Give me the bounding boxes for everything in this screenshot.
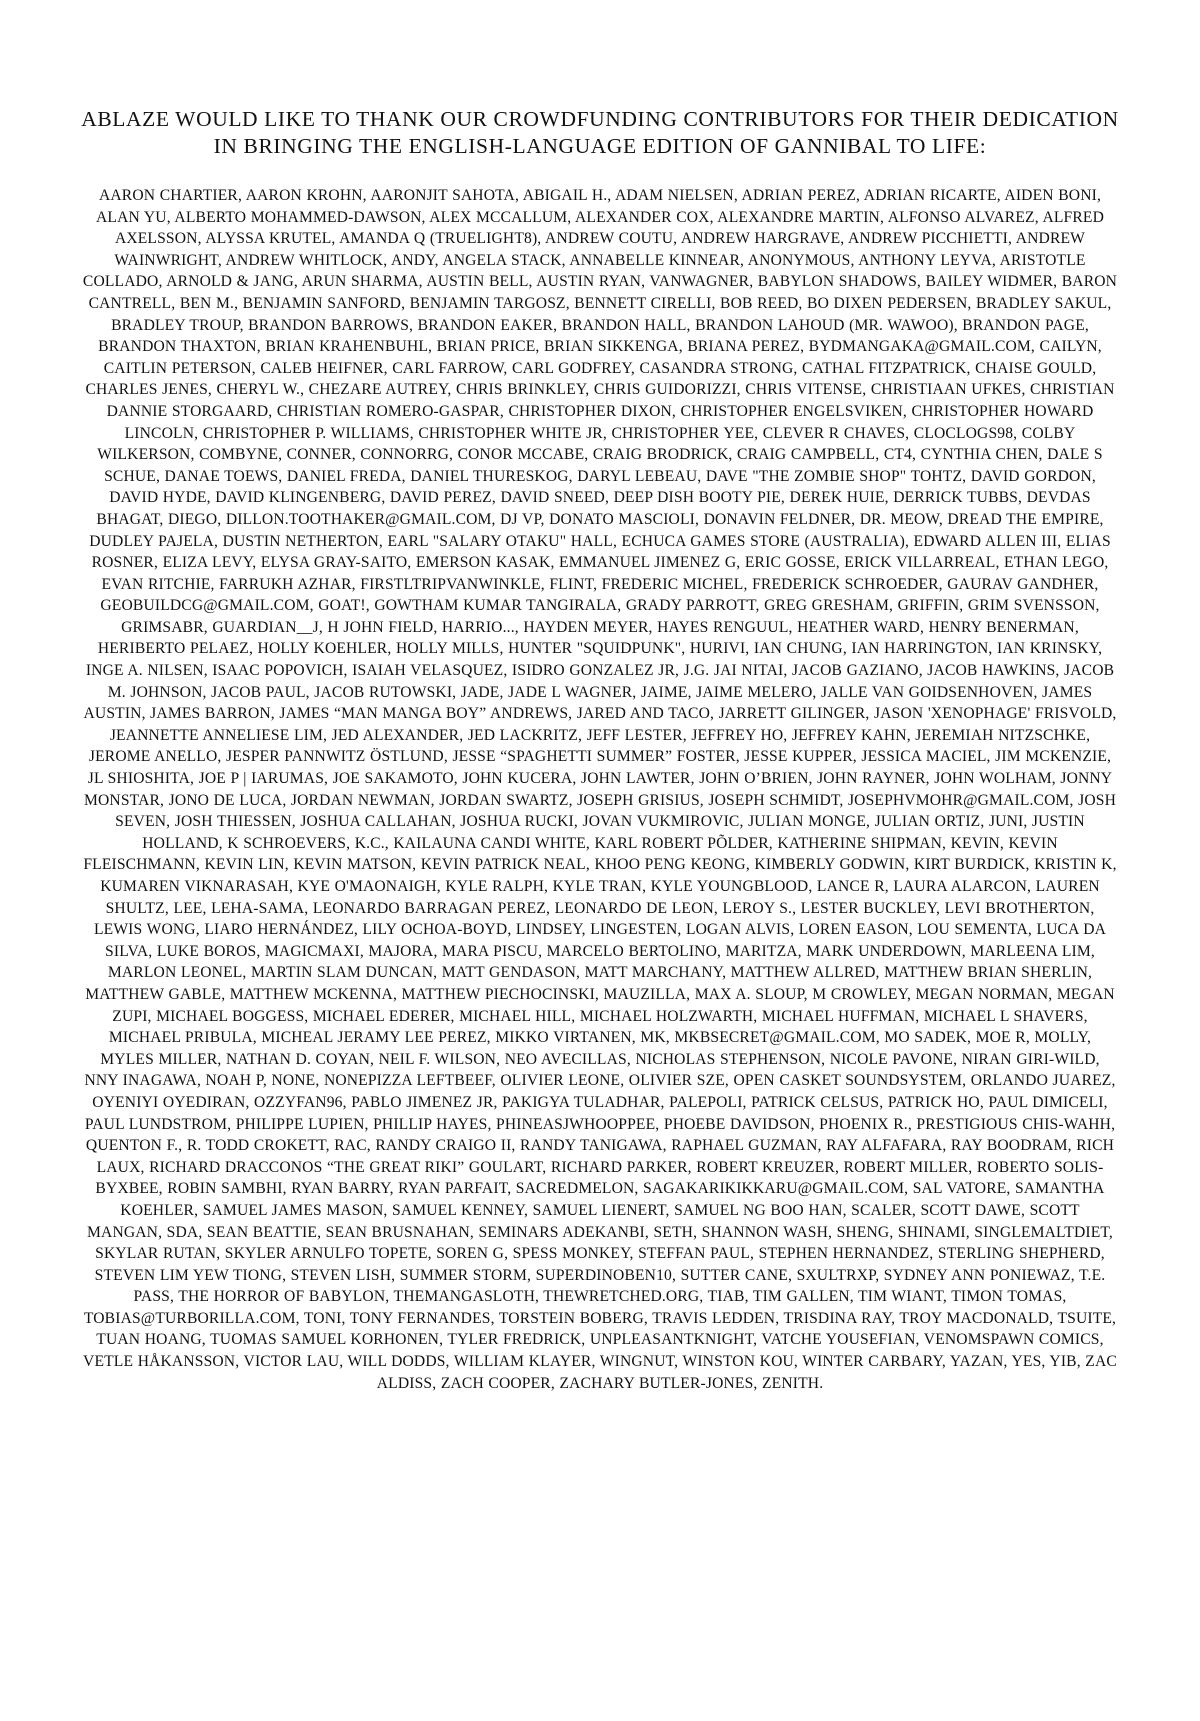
contributors-list: AARON CHARTIER, AARON KROHN, AARONJIT SAHOTA, ABIGAIL H., ADAM NIELSEN, ADRIAN PEREZ, ADRIAN RICARTE, AIDEN BONI, ALAN YU, ALBERTO MOHAMMED-DAWSON, ALEX MCCALLUM, ALEXANDER COX, ALEXANDRE MARTIN, ALFONSO ALVAREZ, ALFRED AXELSSON, ALYSSA KRUTEL, AMANDA Q (TRUELIGHT8), ANDREW COUTU, ANDREW HARGRAVE, ANDREW PICCHIETTI, ANDREW WAINWRIGHT, ANDREW WHITLOCK, ANDY, ANGELA STACK, ANNABELLE KINNEAR, ANONYMOUS, ANTHONY LEYVA, ARISTOTLE COLLADO, ARNOLD & JANG, ARUN SHARMA, AUSTIN BELL, AUSTIN RYAN, VANWAGNER, BABYLON SHADOWS, BAILEY WIDMER, BARON CANTRELL, BEN M., BENJAMIN SANFORD, BENJAMIN TARGOSZ, BENNETT CIRELLI, BOB REED, BO DIXEN PEDERSEN, BRADLEY SAKUL, BRADLEY TROUP, BRANDON BARROWS, BRANDON EAKER, BRANDON HALL, BRANDON LAHOUD (MR. WAWOO), BRANDON PAGE, BRANDON THAXTON, BRIAN KRAHENBUHL, BRIAN PRICE, BRIAN SIKKENGA, BRIANA PEREZ, BYDMANGAKA@GMAIL.COM, CAILYN, CAITLIN PETERSON, CALEB HEIFNER, CARL FARROW, CARL GODFREY, CASANDRA STRONG, CATHAL FITZPATRICK, CHAISE GOULD, CHARLES JENES, CHERYL W., CHEZARE AUTREY, CHRIS BRINKLEY, CHRIS GUIDORIZZI, CHRIS VITENSE, CHRISTIAAN UFKES, CHRISTIAN DANNIE STORGAARD, CHRISTIAN ROMERO-GASPAR, CHRISTOPHER DIXON, CHRISTOPHER ENGELSVIKEN, CHRISTOPHER HOWARD LINCOLN, CHRISTOPHER P. WILLIAMS, CHRISTOPHER WHITE JR, CHRISTOPHER YEE, CLEVER R CHAVES, CLOCLOGS98, COLBY WILKERSON, COMBYNE, CONNER, CONNORRG, CONOR MCCABE, CRAIG BRODRICK, CRAIG CAMPBELL, CT4, CYNTHIA CHEN, DALE S SCHUE, DANAE TOEWS, DANIEL FREDA, DANIEL THURESKOG, DARYL LEBEAU, DAVE "THE ZOMBIE SHOP" TOHTZ, DAVID GORDON, DAVID HYDE, DAVID KLINGENBERG, DAVID PEREZ, DAVID SNEED, DEEP DISH BOOTY PIE, DEREK HUIE, DERRICK TUBBS, DEVDAS BHAGAT, DIEGO, DILLON.TOOTHAKER@GMAIL.COM, DJ VP, DONATO MASCIOLI, DONAVIN FELDNER, DR. MEOW, DREAD THE EMPIRE, DUDLEY PAJELA, DUSTIN NETHERTON, EARL "SALARY OTAKU" HALL, ECHUCA GAMES STORE (AUSTRALIA), EDWARD ALLEN III, ELIAS ROSNER, ELIZA LEVY, ELYSA GRAY-SAITO, EMERSON KASAK, EMMANUEL JIMENEZ G, ERIC GOSSE, ERICK VILLARREAL, ETHAN LEGO, EVAN RITCHIE, FARRUKH AZHAR, FIRSTLTRIPVANWINKLE, FLINT, FREDERIC MICHEL, FREDERICK SCHROEDER, GAURAV GANDHER, GEOBUILDCG@GMAIL.COM, GOAT!, GOWTHAM KUMAR TANGIRALA, GRADY PARROTT, GREG GRESHAM, GRIFFIN, GRIM SVENSSON, GRIMSABR, GUARDIAN__J, H JOHN FIELD, HARRIO..., HAYDEN MEYER, HAYES RENGUUL, HEATHER WARD, HENRY BENERMAN, HERIBERTO PELAEZ, HOLLY KOEHLER, HOLLY MILLS, HUNTER "SQUIDPUNK", HURIVI, IAN CHUNG, IAN HARRINGTON, IAN KRINSKY, INGE A. NILSEN, ISAAC POPOVICH, ISAIAH VELASQUEZ, ISIDRO GONZALEZ JR, J.G. JAI NITAI, JACOB GAZIANO, JACOB HAWKINS, JACOB M. JOHNSON, JACOB PAUL, JACOB RUTOWSKI, JADE, JADE L WAGNER, JAIME, JAIME MELERO, JALLE VAN GOIDSENHOVEN, JAMES AUSTIN, JAMES BARRON, JAMES “MAN MANGA BOY” ANDREWS, JARED AND TACO, JARRETT GILINGER, JASON 'XENOPHAGE' FRISVOLD, JEANNETTE ANNELIESE LIM, JED ALEXANDER, JED LACKRITZ, JEFF LESTER, JEFFREY HO, JEFFREY KAHN, JEREMIAH NITZSCHKE, JEROME ANELLO, JESPER PANNWITZ ÖSTLUND, JESSE “SPAGHETTI SUMMER” FOSTER, JESSE KUPPER, JESSICA MACIEL, JIM MCKENZIE, JL SHIOSHITA, JOE P | IARUMAS, JOE SAKAMOTO, JOHN KUCERA, JOHN LAWTER, JOHN O’BRIEN, JOHN RAYNER, JOHN WOLHAM, JONNY MONSTAR, JONO DE LUCA, JORDAN NEWMAN, JORDAN SWARTZ, JOSEPH GRISIUS, JOSEPH SCHMIDT, JOSEPHVMOHR@GMAIL.COM, JOSH SEVEN, JOSH THIESSEN, JOSHUA CALLAHAN, JOSHUA RUCKI, JOVAN VUKMIROVIC, JULIAN MONGE, JULIAN ORTIZ, JUNI, JUSTIN HOLLAND, K SCHROEVERS, K.C., KAILAUNA CANDI WHITE, KARL ROBERT PÕLDER, KATHERINE SHIPMAN, KEVIN, KEVIN FLEISCHMANN, KEVIN LIN, KEVIN MATSON, KEVIN PATRICK NEAL, KHOO PENG KEONG, KIMBERLY GODWIN, KIRT BURDICK, KRISTIN K, KUMAREN VIKNARASAH, KYE O'MAONAIGH, KYLE RALPH, KYLE TRAN, KYLE YOUNGBLOOD, LANCE R, LAURA ALARCON, LAUREN SHULTZ, LEE, LEHA-SAMA, LEONARDO BARRAGAN PEREZ, LEONARDO DE LEON, LEROY S., LESTER BUCKLEY, LEVI BROTHERTON, LEWIS WONG, LIARO HERNÁNDEZ, LILY OCHOA-BOYD, LINDSEY, LINGESTEN, LOGAN ALVIS, LOREN EASON, LOU SEMENTA, LUCA DA SILVA, LUKE BOROS, MAGICMAXI, MAJORA, MARA PISCU, MARCELO BERTOLINO, MARITZA, MARK UNDERDOWN, MARLEENA LIM, MARLON LEONEL, MARTIN SLAM DUNCAN, MATT GENDASON, MATT MARCHANY, MATTHEW ALLRED, MATTHEW BRIAN SHERLIN, MATTHEW GABLE, MATTHEW MCKENNA, MATTHEW PIECHOCINSKI, MAUZILLA, MAX A. SLOUP, M CROWLEY, MEGAN NORMAN, MEGAN ZUPI, MICHAEL BOGGESS, MICHAEL EDERER, MICHAEL HILL, MICHAEL HOLZWARTH, MICHAEL HUFFMAN, MICHAEL L SHAVERS, MICHAEL PRIBULA, MICHEAL JERAMY LEE PEREZ, MIKKO VIRTANEN, MK, MKBSECRET@GMAIL.COM, MO SADEK, MOE R, MOLLY, MYLES MILLER, NATHAN D. COYAN, NEIL F. WILSON, NEO AVECILLAS, NICHOLAS STEPHENSON, NICOLE PAVONE, NIRAN GIRI-WILD, NNY INAGAWA, NOAH P, NONE, NONEPIZZA LEFTBEEF, OLIVIER LEONE, OLIVIER SZE, OPEN CASKET SOUNDSYSTEM, ORLANDO JUAREZ, OYENIYI OYEDIRAN, OZZYFAN96, PABLO JIMENEZ JR, PAKIGYA TULADHAR, PALEPOLI, PATRICK CELSUS, PATRICK HO, PAUL DIMICELI, PAUL LUNDSTROM, PHILIPPE LUPIEN, PHILLIP HAYES, PHINEASJWHOOPPEE, PHOEBE DAVIDSON, PHOENIX R., PRESTIGIOUS CHIS-WAHH, QUENTON F., R. TODD CROKETT, RAC, RANDY CRAIGO II, RANDY TANIGAWA, RAPHAEL GUZMAN, RAY ALFAFARA, RAY BOODRAM, RICH LAUX, RICHARD DRACCONOS “THE GREAT RIKI” GOULART, RICHARD PARKER, ROBERT KREUZER, ROBERT MILLER, ROBERTO SOLIS-BYXBEE, ROBIN SAMBHI, RYAN BARRY, RYAN PARFAIT, SACREDMELON, SAGAKARIKIKKARU@GMAIL.COM, SAL VATORE, SAMANTHA KOEHLER, SAMUEL JAMES MASON, SAMUEL KENNEY, SAMUEL LIENERT, SAMUEL NG BOO HAN, SCALER, SCOTT DAWE, SCOTT MANGAN, SDA, SEAN BEATTIE, SEAN BRUSNAHAN, SEMINARS ADEKANBI, SETH, SHANNON WASH, SHENG, SHINAMI, SINGLEMALTDIET, SKYLAR RUTAN, SKYLER ARNULFO TOPETE, SOREN G, SPESS MONKEY, STEFFAN PAUL, STEPHEN HERNANDEZ, STERLING SHEPHERD, STEVEN LIM YEW TIONG, STEVEN LISH, SUMMER STORM, SUPERDINOBEN10, SUTTER CANE, SXULTRXP, SYDNEY ANN PONIEWAZ, T.E. PASS, THE HORROR OF BABYLON, THEMANGASLOTH, THEWRETCHED.ORG, TIAB, TIM GALLEN, TIM WIANT, TIMON TOMAS, TOBIAS@TURBORILLA.COM, TONI, TONY FERNANDES, TORSTEIN BOBERG, TRAVIS LEDDEN, TRISDINA RAY, TROY MACDONALD, TSUITE, TUAN HOANG, TUOMAS SAMUEL KORHONEN, TYLER FREDRICK, UNPLEASANTKNIGHT, VATCHE YOUSEFIAN, VENOMSPAWN COMICS, VETLE HÅKANSSON, VICTOR LAU, WILL DODDS, WILLIAM KLAYER, WINGNUT, WINSTON KOU, WINTER CARBARY, YAZAN, YES, YIB, ZAC ALDISS, ZACH COOPER, ZACHARY BUTLER-JONES, ZENITH. — [82, 187, 1118, 1392]
thank-you-heading: ABLAZE WOULD LIKE TO THANK OUR CROWDFUNDING CONTRIBUTORS FOR THEIR DEDICATION IN BRINGING THE ENGLISH-LANGUAGE EDITION OF GANNIBAL TO LIFE: — [81, 107, 1119, 158]
